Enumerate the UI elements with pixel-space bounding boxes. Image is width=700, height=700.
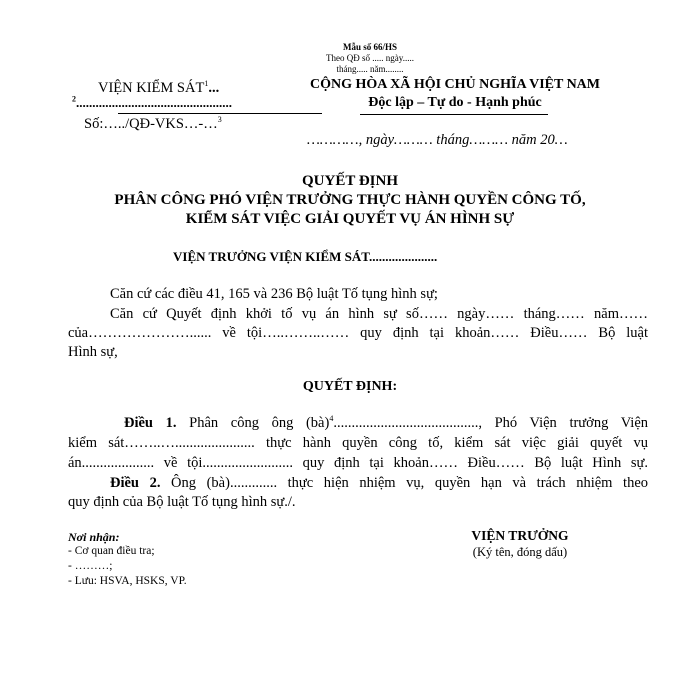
- footnote-2: 2: [72, 94, 76, 104]
- signature-title: VIỆN TRƯỞNG: [471, 528, 569, 543]
- form-code-number: Mẫu số 66/HS: [342, 42, 397, 52]
- national-motto: Độc lập – Tự do - Hạnh phúc: [368, 95, 542, 110]
- recipient-3: - Lưu: HSVA, HSKS, VP.: [68, 575, 187, 587]
- footnote-4: 4: [329, 414, 334, 424]
- recipient-1: - Cơ quan điều tra;: [68, 545, 155, 557]
- place-date-line: …………, ngày……… tháng……… năm 20…: [307, 132, 568, 148]
- article-1-label: Điều 1.: [124, 415, 177, 431]
- nation-name: CỘNG HÒA XÃ HỘI CHỦ NGHĨA VIỆT NAM: [309, 77, 600, 92]
- document-subtitle-line1: PHÂN CÔNG PHÓ VIỆN TRƯỞNG THỰC HÀNH QUYỀN CÔNG TỐ,: [114, 192, 586, 208]
- footnote-1: 1: [204, 79, 209, 89]
- form-code-decision: Theo QĐ số ..... ngày.....: [326, 53, 414, 63]
- motto-underline: [360, 114, 548, 115]
- recipients-heading: Nơi nhận:: [68, 530, 120, 544]
- issuing-authority: VIỆN TRƯỞNG VIỆN KIỂM SÁT.....................: [173, 249, 438, 264]
- decision-number: Số:…../QĐ-VKS…-…$^3$: [84, 115, 222, 132]
- document-subtitle-line2: KIỂM SÁT VIỆC GIẢI QUYẾT VỤ ÁN HÌNH SỰ: [185, 211, 515, 227]
- legal-basis-2-line2: của…………………...... về tội…..……..…… quy định tại khoản…… Điều…… Bộ luật: [68, 325, 648, 341]
- left-header-rule: [118, 113, 322, 114]
- decision-heading: QUYẾT ĐỊNH:: [302, 379, 398, 394]
- article-1-line2: kiểm sát……..…...................... thực hành quyền công tố, kiểm sát việc giải quyết vụ: [68, 435, 648, 451]
- document-title: QUYẾT ĐỊNH: [302, 173, 398, 189]
- form-code: [300, 42, 440, 75]
- article-2-label: Điều 2.: [110, 475, 161, 491]
- signature-note: (Ký tên, đóng dấu): [472, 545, 568, 559]
- article-1-line1: Điều 1. Phân công ông (bà)$^4$........................................, Phó Viện trưởng Viện: [124, 414, 649, 431]
- article-1-line3: án.................... về tội......................... quy định tại khoản…… Điều…… Bộ luật Hình sự.: [68, 455, 648, 471]
- sub-agency-line: $^2$................................................: [72, 94, 232, 110]
- footnote-3: 3: [217, 115, 222, 125]
- article-2-line1: Điều 2. Ông (bà)............. thực hiện nhiệm vụ, quyền hạn và trách nhiệm theo: [110, 475, 649, 491]
- legal-basis-2-line3: Hình sự,: [68, 344, 118, 360]
- legal-basis-2-line1: Căn cứ Quyết định khởi tố vụ án hình sự số…… ngày…… tháng…… năm……: [110, 306, 648, 322]
- agency-name: VIỆN KIỂM SÁT$^1$...: [98, 79, 220, 96]
- legal-basis-1: Căn cứ các điều 41, 165 và 236 Bộ luật Tố tụng hình sự;: [110, 286, 438, 302]
- article-2-line2: quy định của Bộ luật Tố tụng hình sự./.: [68, 494, 296, 510]
- recipient-2: - ………;: [68, 560, 113, 572]
- form-code-date: tháng..... năm........: [336, 64, 404, 74]
